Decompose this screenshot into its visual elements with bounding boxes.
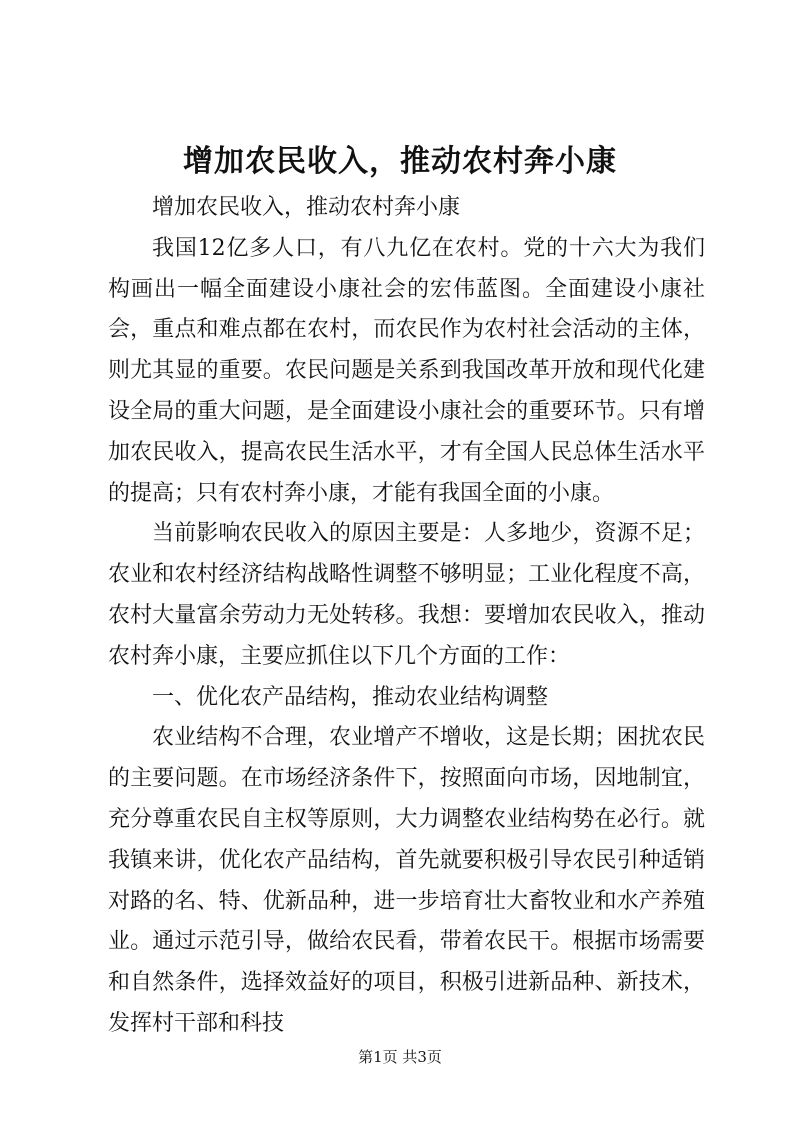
- paragraph-intro: 我国12亿多人口，有八九亿在农村。党的十六大为我们构画出一幅全面建设小康社会的宏伟蓝图。全面建设小康社会，重点和难点都在农村，而农民作为农村社会活动的主体，则尤其显的重要。农民问题是关系到我国改革开放和现代化建设全局的重大问题，是全面建设小康社会的重要环节。只有增加农民收入，提高农民生活水平，才有全国人民总体生活水平的提高；只有农村奔小康，才能有我国全面的小康。: [108, 235, 705, 506]
- paragraph-subtitle: 增加农民收入，推动农村奔小康: [152, 195, 461, 220]
- paragraph-structure: 农业结构不合理，农业增产不增收，这是长期；困扰农民的主要问题。在市场经济条件下，按照面向市场，因地制宜，充分尊重农民自主权等原则，大力调整农业结构势在必行。就我镇来讲，优化农产品结构，首先就要积极引导农民引种适销对路的名、特、优新品种，进一步培育壮大畜牧业和水产养殖业。通过示范引导，做给农民看，带着农民干。根据市场需要和自然条件，选择效益好的项目，积极引进新品种、新技术，发挥村干部和科技: [108, 725, 705, 1036]
- paragraph-causes: 当前影响农民收入的原因主要是：人多地少，资源不足；农业和农村经济结构战略性调整不够明显；工业化程度不高，农村大量富余劳动力无处转移。我想：要增加农民收入，推动农村奔小康，主要应抓住以下几个方面的工作：: [108, 521, 705, 669]
- section-heading-1: 一、优化农产品结构，推动农业结构调整: [152, 684, 549, 710]
- document-body: [108, 188, 705, 1045]
- page-footer: 第1页 共3页: [358, 1048, 442, 1066]
- document-title: 增加农民收入，推动农村奔小康: [183, 144, 617, 179]
